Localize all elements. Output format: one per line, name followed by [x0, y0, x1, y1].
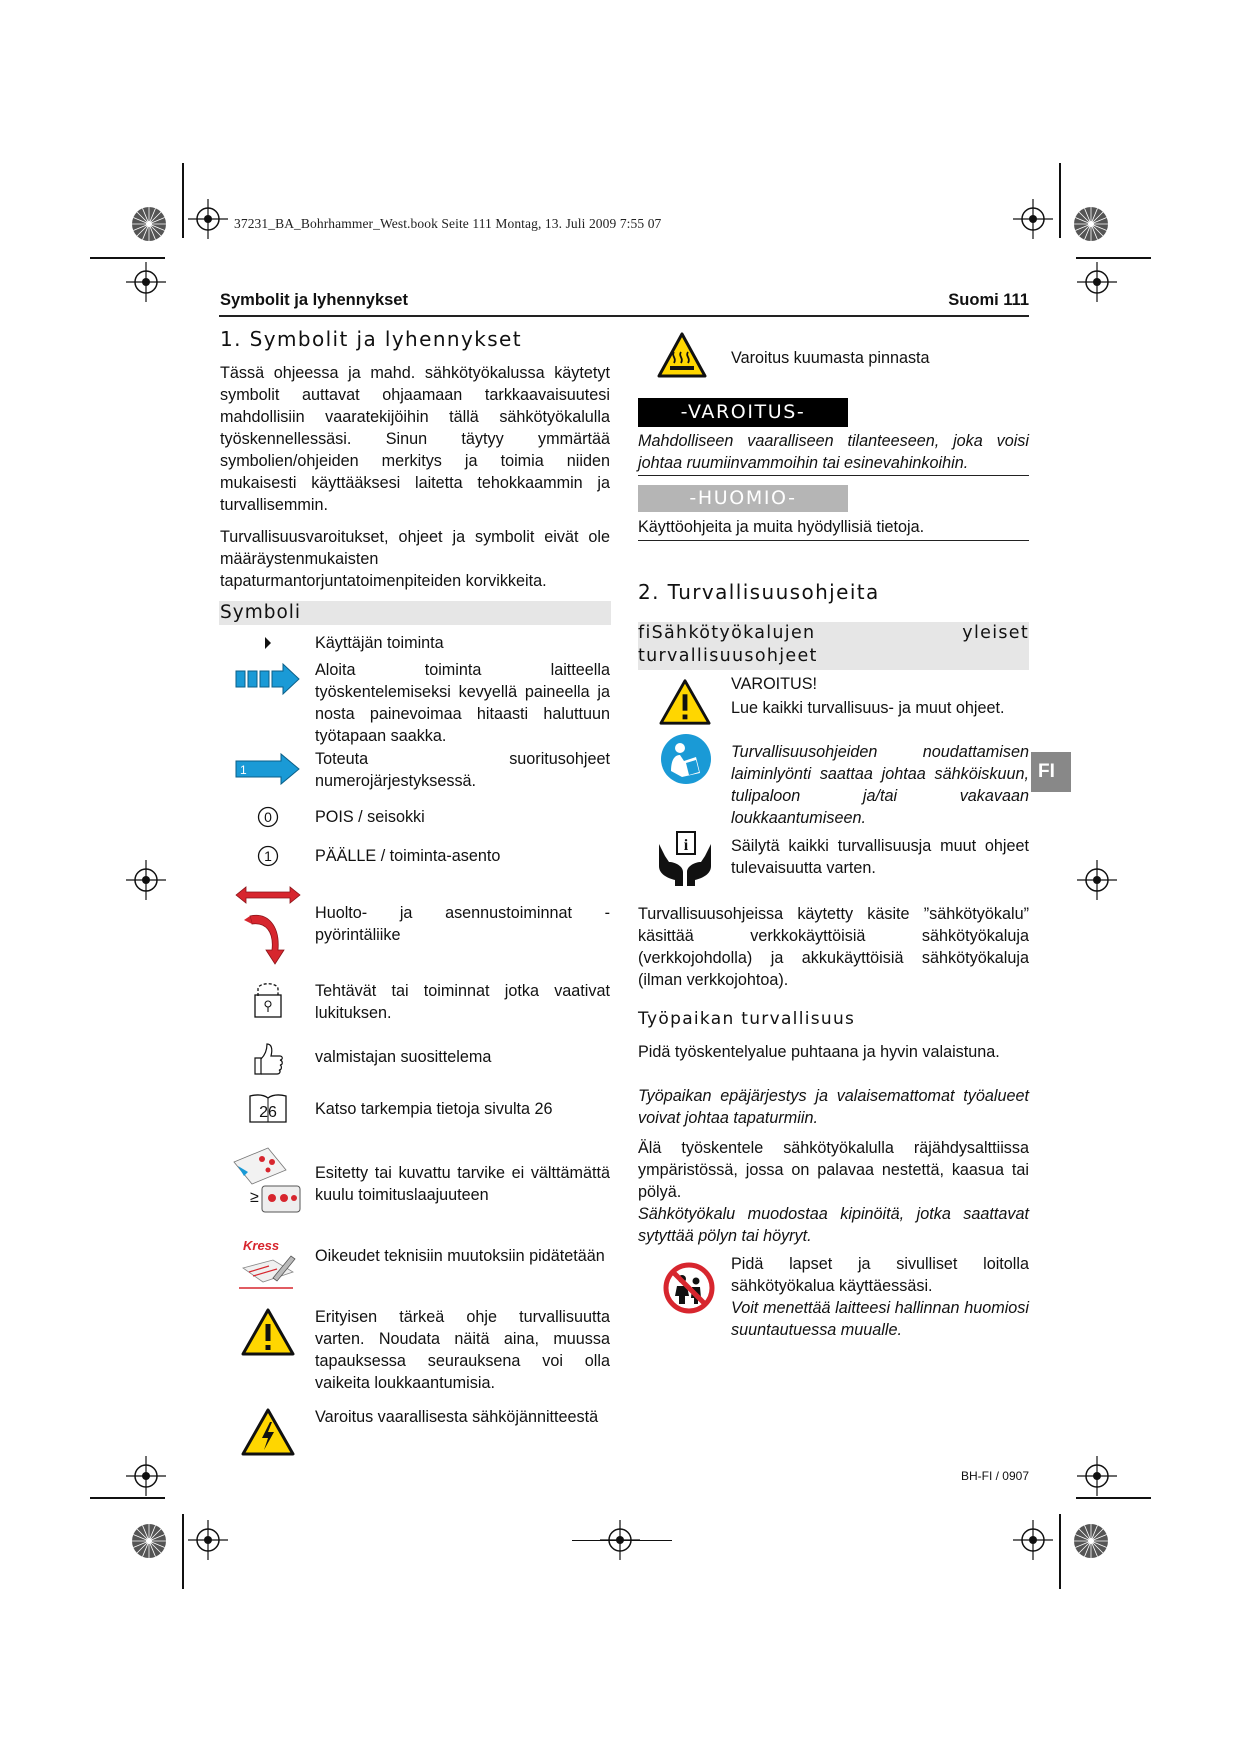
symbol-row	[228, 748, 610, 793]
workplace-rule-3-note: Voit menettää laitteesi hallinnan huomiosi suuntautuessa muualle.	[731, 1299, 1029, 1339]
symbol-row	[228, 659, 610, 747]
high-voltage-icon	[241, 1408, 295, 1456]
color-wheel-icon	[131, 206, 167, 242]
hot-surface-text: Varoitus kuumasta pinnasta	[731, 349, 930, 367]
symbol-row	[228, 1406, 610, 1452]
print-info: 37231_BA_Bohrhammer_West.book Seite 111 Montag, 13. Juli 2009 7:55 07	[234, 216, 662, 231]
blue-step-arrow-icon	[235, 662, 301, 696]
padlock-icon	[250, 976, 286, 1020]
header-rule	[219, 315, 1029, 317]
symbol-text: Tehtävät tai toiminnat jotka vaativat lukituksen.	[315, 982, 610, 1022]
workplace-rule-1-note: Työpaikan epäjärjestys ja valaisemattomat työalueet voivat johtaa tapaturmiin.	[638, 1087, 1029, 1127]
power-tool-term-text: Turvallisuusohjeissa käytetty käsite ”sähkötyökalu” käsittää verkkokäyttöisiä sähkötyökaluja (verkkojohdolla) ja akkukäyttöisiä sähkötyökaluja (ilman verkkojohtoa).	[638, 905, 1029, 989]
numbered-arrow-icon	[235, 752, 301, 786]
workplace-rule-2-note: Sähkötyökalu muodostaa kipinöitä, jotka saattavat sytyttää pölyn tai höyryt.	[638, 1205, 1029, 1245]
keep-instructions-text: Säilytä kaikki turvallisuusja muut ohjeet tulevaisuutta varten.	[731, 837, 1029, 877]
symbol-text: Katso tarkempia tietoja sivulta 26	[315, 1100, 553, 1118]
header-page-number: Suomi 111	[948, 291, 1029, 309]
varoitus-text: Mahdolliseen vaaralliseen tilanteeseen, joka voisi johtaa ruumiinvammoihin tai esinevahinkoihin.	[638, 432, 1029, 472]
symbol-text: Erityisen tärkeä ohje turvallisuutta varten. Noudata näitä aina, muussa tapauksessa seurauksena voi olla vaikeita loukkaantumisia.	[315, 1308, 610, 1392]
divider	[638, 540, 1029, 541]
symbol-text: PÄÄLLE / toiminta-asento	[315, 847, 501, 865]
circle-one-label: 1	[264, 848, 272, 864]
circle-one-icon	[257, 845, 279, 867]
arrow-number-label: 1	[240, 763, 247, 777]
book-page-number: 26	[259, 1104, 277, 1121]
registration-mark-icon	[1013, 1520, 1053, 1560]
symbol-heading: Symboli	[219, 601, 611, 625]
workplace-safety-heading: Työpaikan turvallisuus	[638, 1009, 856, 1029]
footer-code: BH-FI / 0907	[960, 1469, 1029, 1483]
keep-instructions-icon	[655, 830, 715, 888]
language-tab[interactable]: FI	[1031, 752, 1071, 792]
symbol-text: POIS / seisokki	[315, 808, 425, 826]
registration-mark-icon	[188, 199, 228, 239]
color-wheel-icon	[131, 1523, 167, 1559]
divider	[638, 475, 1029, 476]
kress-logo-text: Kress	[243, 1238, 280, 1253]
red-arrows-icon	[234, 886, 302, 966]
symbol-text: Varoitus vaarallisesta sähköjännitteestä	[315, 1408, 599, 1426]
svg-text:≥: ≥	[250, 1189, 259, 1206]
power-tool-safety-heading: fiSähkötyökalujen yleiset turvallisuusohjeet	[638, 622, 1029, 670]
symbol-text: Aloita toiminta laitteella työskentelemiseksi kevyellä paineella ja nosta painevoimaa hitaasti haluttuun työtapaan saakka.	[315, 661, 610, 745]
symbol-text: Esitetty tai kuvattu tarvike ei välttämättä kuulu toimituslaajuuteen	[315, 1164, 610, 1204]
warning-triangle-icon	[241, 1308, 295, 1356]
circle-zero-label: 0	[264, 809, 272, 825]
symbol-text: Oikeudet teknisiin muutoksiin pidätetään	[315, 1247, 605, 1265]
section-1-paragraph-2: Turvallisuusvaroitukset, ohjeet ja symbolit eivät ole määräystenmukaisten tapaturmantorjuntatoimenpiteiden korvikkeita.	[220, 528, 610, 590]
section-1-paragraph-1: Tässä ohjeessa ja mahd. sähkötyökalussa käytetyt symbolit auttavat ohjaamaan tarkkaavaisuutesi mahdollisiin vaaratekijöihin tällä sähkötyökalulla työskennellessäsi. Sinun täytyy ymmärtää symbolien/ohjeiden merkitys ja toimia niiden mukaisesti käyttääksesi laitetta tehokkaammin ja turvallisemmin.	[220, 364, 610, 514]
registration-mark-icon	[1077, 262, 1117, 302]
section-1-title: 1. Symbolit ja lyhennykset	[220, 327, 522, 351]
kress-pen-icon	[233, 1238, 303, 1294]
warning-text: Lue kaikki turvallisuus- ja muut ohjeet.	[731, 699, 1005, 717]
thumbs-up-icon	[251, 1040, 285, 1078]
warning-consequence-text: Turvallisuusohjeiden noudattamisen laiminlyönti saattaa johtaa sähköiskuun, tulipaloon ja/tai vakavaan loukkaantumiseen.	[731, 743, 1029, 827]
registration-mark-icon	[1077, 1456, 1117, 1496]
varoitus-label: -VAROITUS-	[638, 398, 848, 427]
warning-title: VAROITUS!	[731, 675, 818, 693]
registration-mark-icon	[126, 262, 166, 302]
symbol-row	[228, 978, 610, 1024]
header-section-title: Symbolit ja lyhennykset	[220, 291, 408, 309]
triangle-bullet-icon	[262, 634, 274, 652]
registration-mark-icon	[1077, 860, 1117, 900]
huomio-text: Käyttöohjeita ja muita hyödyllisiä tietoja.	[638, 518, 925, 536]
workplace-rule-1: Pidä työskentelyalue puhtaana ja hyvin valaistuna.	[638, 1043, 1000, 1061]
symbol-row	[228, 806, 610, 828]
registration-mark-icon	[188, 1520, 228, 1560]
svg-text:i: i	[683, 837, 689, 854]
symbol-text: Huolto- ja asennustoiminnat - pyörintäliike	[315, 904, 610, 944]
symbol-row	[228, 845, 610, 867]
section-2-title: 2. Turvallisuusohjeita	[638, 580, 880, 604]
symbol-row	[228, 1142, 610, 1222]
book-page-icon	[248, 1092, 288, 1124]
symbol-text: valmistajan suosittelema	[315, 1048, 492, 1066]
warning-triangle-icon	[659, 678, 711, 726]
huomio-label: -HUOMIO-	[638, 485, 848, 512]
workplace-rule-2: Älä työskentele sähkötyökalulla räjähdysalttiissa ympäristössä, jossa on palavaa nestettä, kaasua tai pölyä.	[638, 1139, 1029, 1201]
accessory-kit-icon	[228, 1142, 308, 1218]
read-manual-icon	[660, 733, 712, 785]
workplace-rule-3: Pidä lapset ja sivulliset loitolla sähkötyökalua käyttäessäsi.	[731, 1255, 1029, 1295]
symbol-text: Toteuta suoritusohjeet numerojärjestyksessä.	[315, 750, 610, 790]
symbol-row	[228, 632, 610, 654]
color-wheel-icon	[1073, 206, 1109, 242]
registration-mark-icon	[1013, 199, 1053, 239]
color-wheel-icon	[1073, 1523, 1109, 1559]
symbol-row	[228, 1238, 610, 1296]
symbol-row	[228, 888, 610, 968]
symbol-row	[228, 1043, 610, 1083]
symbol-text: Käyttäjän toiminta	[315, 634, 444, 652]
symbol-row	[228, 1306, 610, 1394]
keep-children-away-icon	[663, 1262, 715, 1314]
registration-mark-icon	[126, 1456, 166, 1496]
registration-mark-icon	[126, 860, 166, 900]
circle-zero-icon	[257, 806, 279, 828]
hot-surface-icon	[657, 332, 707, 378]
symbol-row	[228, 1096, 610, 1132]
